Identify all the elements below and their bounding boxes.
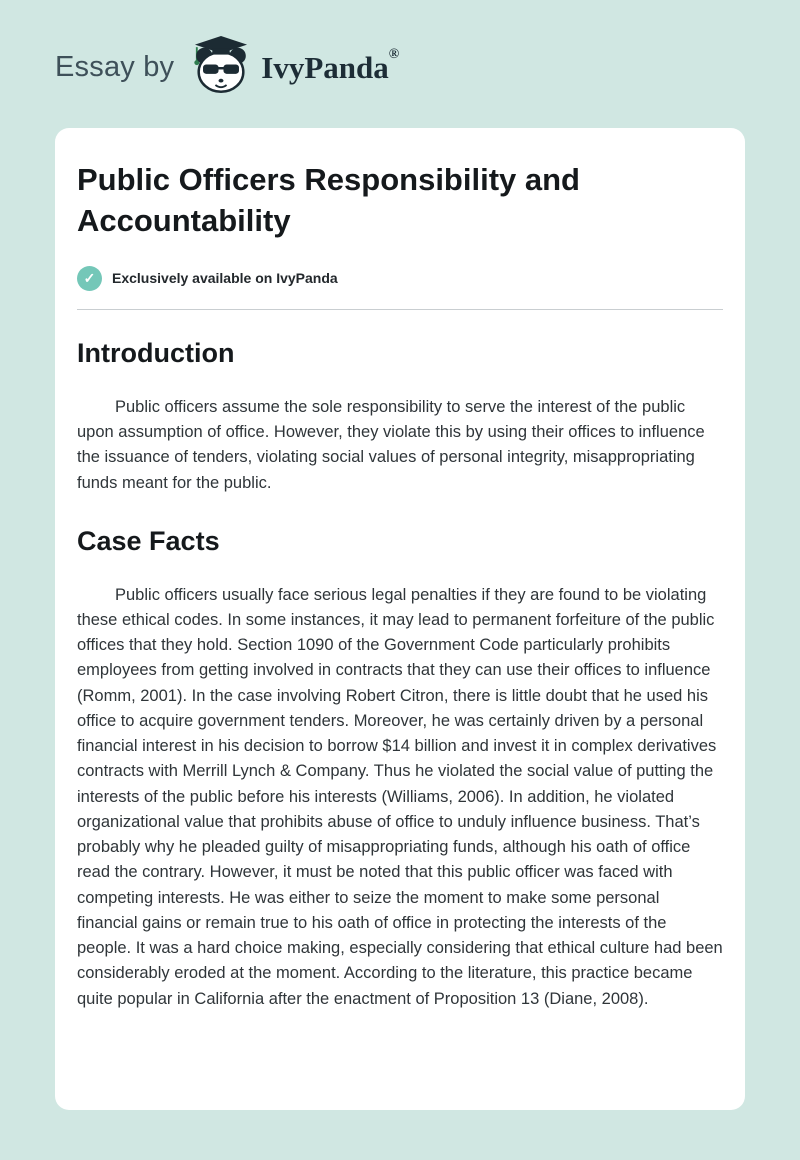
exclusive-badge-label: Exclusively available on IvyPanda — [112, 270, 338, 287]
essay-by-label: Essay by — [55, 50, 175, 83]
paragraph-case-facts: Public officers usually face serious legal penalties if they are found to be violating these ethical codes. In some instances, it may lead to permanent forfeiture of the public offices that they hold. Section 1090 of the Government Code particularly prohibits employees from getting involved in contracts that they can use their offices to influence (Romm, 2001). In the case involving Robert Citron, there is little doubt that he used his office to acquire government tenders. Moreover, he was certainly driven by a personal financial interest in his decision to borrow $14 billion and invest it in complex derivatives contracts with Merrill Lynch & Company. Thus he violated the social value of putting the interests of the public before his interests (Williams, 2006). In addition, he violated organizational value that prohibits abuse of office to unduly influence business. That’s probably why he pleaded guilty of misappropriating funds, although his oath of office read the contrary. However, it must be noted that this public officer was faced with competing interests. He was either to seize the moment to make some personal financial gains or remain true to his oath of office in protecting the interests of the people. It was a hard choice making, especially considering that ethical culture had been considerably eroded at the moment. According to the literature, this practice became quite popular in California after the enactment of Proposition 13 (Diane, 2008). — [77, 585, 723, 1008]
ivypanda-logo[interactable] — [190, 36, 399, 98]
brand-wordmark: IvyPanda® — [261, 46, 400, 85]
registered-trademark: ® — [388, 46, 400, 62]
check-icon: ✓ — [77, 266, 102, 291]
essay-card — [55, 128, 745, 1110]
page-title: Public Officers Responsibility and Accountability — [77, 162, 580, 238]
panda-logo-icon — [190, 36, 252, 98]
paragraph-introduction: Public officers assume the sole responsibility to serve the interest of the public upon assumption of office. However, they violate this by using their offices to influence the issuance of tenders, violating social values of personal integrity, misappropriating funds meant for the public. — [77, 397, 705, 492]
divider — [77, 309, 723, 310]
site-header — [0, 0, 800, 98]
section-heading-introduction: Introduction — [77, 337, 235, 368]
exclusive-badge — [77, 266, 723, 291]
section-heading-case-facts: Case Facts — [77, 525, 220, 556]
